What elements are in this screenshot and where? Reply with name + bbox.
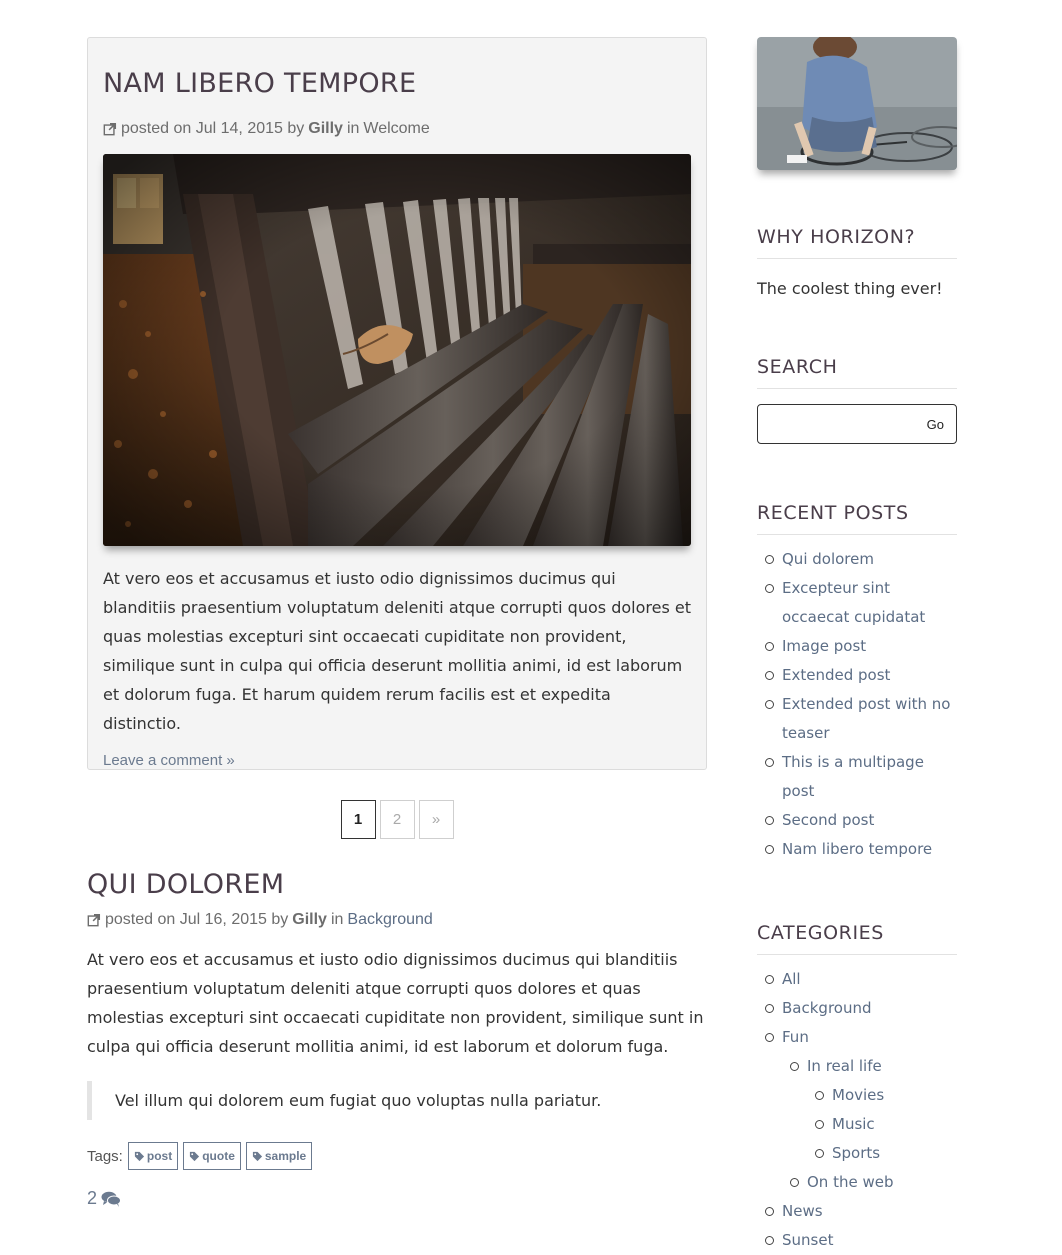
cyclist-photo (757, 37, 957, 170)
post-qui-dolorem (87, 869, 707, 1209)
posted-date: posted on Jul 14, 2015 by (121, 120, 305, 137)
page-1-button[interactable]: 1 (341, 800, 376, 839)
search-form (757, 404, 957, 444)
widget-title: SEARCH (757, 356, 957, 389)
category-link[interactable]: Welcome (363, 120, 430, 137)
post-excerpt: At vero eos et accusamus et iusto odio dignissimos ducimus qui blanditiis praesentium voluptatum deleniti atque corrupti quos dolores et quas molestias excepturi sint occaecati cupiditate non provident, similique sunt in culpa qui officia deserunt mollitia animi, id est laborum et dolorum fuga. Et harum quidem rerum facilis est et expedita distinctio. (103, 569, 691, 733)
recent-post-link[interactable]: Excepteur sint occaecat cupidatat (765, 574, 957, 632)
recent-post-link[interactable]: This is a multipage post (765, 748, 957, 806)
main-column (87, 37, 707, 1209)
post-quote: Vel illum qui dolorem eum fugiat quo voluptas nulla pariatur. (87, 1081, 707, 1120)
post-title[interactable]: QUI DOLOREM (87, 869, 285, 900)
category-link[interactable]: All (765, 965, 957, 994)
tag-quote[interactable] (183, 1142, 241, 1170)
widget-title: RECENT POSTS (757, 502, 957, 535)
tag-icon (134, 1151, 145, 1162)
tags-row (87, 1142, 707, 1170)
category-link[interactable]: Fun (765, 1023, 957, 1052)
post-title[interactable]: NAM LIBERO TEMPORE (103, 68, 417, 99)
comments-link[interactable] (87, 1188, 707, 1209)
leave-comment-link[interactable] (103, 752, 235, 769)
in-word: in (346, 120, 360, 137)
leave-comment-label: Leave a comment (103, 752, 223, 769)
recent-post-link[interactable]: Extended post (765, 661, 957, 690)
post-image-bench[interactable] (103, 154, 691, 546)
bench-photo (103, 154, 691, 546)
why-text: The coolest thing ever! (757, 279, 943, 298)
author-name: Gilly (308, 120, 343, 137)
category-link[interactable]: Sports (815, 1139, 957, 1168)
next-page-button[interactable] (419, 800, 454, 839)
category-link[interactable]: Music (815, 1110, 957, 1139)
tags-label: Tags: (87, 1147, 123, 1165)
categories-list (757, 965, 957, 1255)
posted-date: posted on Jul 16, 2015 by (105, 911, 289, 928)
tag-icon (252, 1151, 263, 1162)
double-chevron-right-icon: » (431, 811, 441, 828)
tag-post[interactable] (128, 1142, 178, 1170)
category-link[interactable]: Background (765, 994, 957, 1023)
search-go-button[interactable]: Go (926, 416, 944, 432)
sidebar (757, 37, 957, 1255)
post-meta (87, 911, 707, 929)
category-link[interactable]: Background (347, 911, 433, 928)
widget-recent-posts (757, 502, 957, 864)
widget-categories (757, 922, 957, 1255)
widget-title: CATEGORIES (757, 922, 957, 955)
page-2-button[interactable]: 2 (380, 800, 415, 839)
external-link-icon (87, 913, 101, 927)
recent-posts-list (757, 545, 957, 864)
recent-post-link[interactable]: Image post (765, 632, 957, 661)
category-link[interactable]: Sunset (765, 1226, 957, 1255)
search-input[interactable] (768, 409, 918, 439)
recent-post-link[interactable]: Nam libero tempore (765, 835, 957, 864)
category-link[interactable]: On the web (790, 1168, 957, 1197)
sidebar-image-cyclist[interactable] (757, 37, 957, 170)
widget-search (757, 356, 957, 444)
recent-post-link[interactable]: Extended post with no teaser (765, 690, 957, 748)
comments-icon (101, 1191, 121, 1207)
widget-why-horizon (757, 226, 957, 298)
external-link-icon (103, 122, 117, 136)
tag-label: sample (264, 1149, 307, 1163)
comment-count: 2 (87, 1188, 98, 1208)
category-link[interactable]: In real life (790, 1052, 957, 1081)
author-name: Gilly (292, 911, 327, 928)
category-link[interactable]: News (765, 1197, 957, 1226)
category-link[interactable]: Movies (815, 1081, 957, 1110)
tag-label: quote (202, 1149, 235, 1163)
tag-sample[interactable] (246, 1142, 312, 1170)
in-word: in (330, 911, 344, 928)
recent-post-link[interactable]: Second post (765, 806, 957, 835)
post-card (87, 37, 707, 770)
pagination (87, 800, 707, 839)
post-excerpt: At vero eos et accusamus et iusto odio dignissimos ducimus qui blanditiis praesentium voluptatum deleniti atque corrupti quos dolores et quas molestias excepturi sint occaecati cupiditate non provident, similique sunt in culpa qui officia deserunt mollitia animi, id est laborum et dolorum fuga. (87, 950, 704, 1056)
post-meta (103, 120, 691, 138)
double-chevron-right-icon: » (226, 752, 235, 769)
widget-title: WHY HORIZON? (757, 226, 957, 259)
tag-label: post (146, 1149, 173, 1163)
recent-post-link[interactable]: Qui dolorem (765, 545, 957, 574)
tag-icon (189, 1151, 200, 1162)
